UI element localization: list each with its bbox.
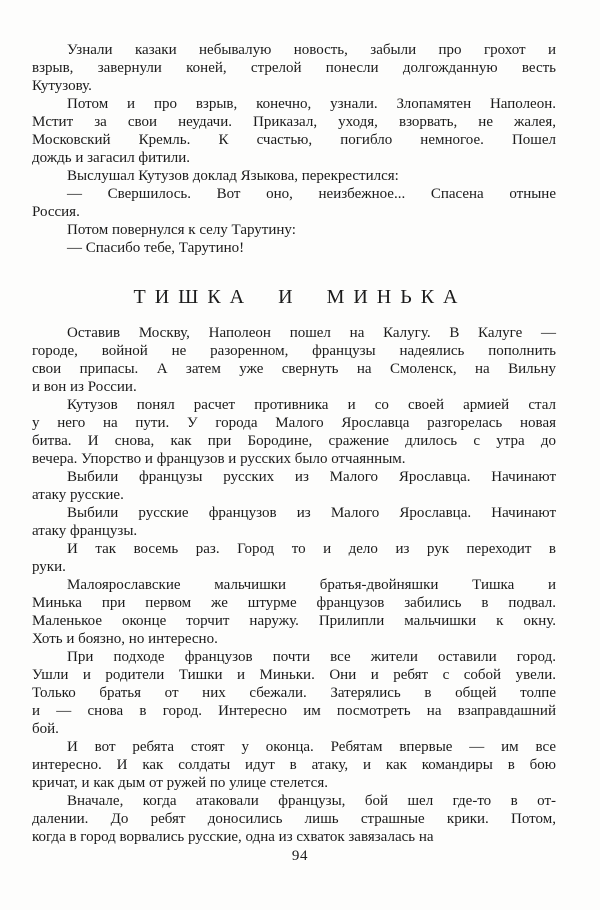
- paragraph: [32, 468, 556, 504]
- paragraph: [32, 396, 556, 468]
- text-line: И так восемь раз. Город то и дело из рук переходит в: [67, 541, 556, 557]
- paragraph: [32, 648, 556, 738]
- text-line: и — снова в город. Интересно им посмотреть на взаправдашний: [32, 703, 556, 719]
- text-line: Выслушал Кутузов доклад Языкова, перекрестился:: [67, 168, 399, 184]
- text-line: Маленькое оконце торчит наружу. Прилипли мальчишки к окну.: [32, 613, 556, 629]
- paragraph: [32, 738, 556, 792]
- text-line: И вот ребята стоят у оконца. Ребятам впервые — им все: [67, 739, 556, 755]
- paragraph: [32, 792, 556, 846]
- text-line: вечера. Упорство и французов и русских было отчаянным.: [32, 451, 406, 467]
- text-line: Вначале, когда атаковали французы, бой шел где-то в от-: [67, 793, 556, 809]
- text-line: Россия.: [32, 204, 80, 220]
- text-section-after-heading: [32, 324, 556, 846]
- text-line: далении. До ребят доносились лишь страшные крики. Потом,: [32, 811, 556, 827]
- text-line: Ушли и родители Тишки и Миньки. Они и ребят с собой увели.: [32, 667, 556, 683]
- page-number: 94: [291, 848, 309, 864]
- text-line: Кутузову.: [32, 78, 92, 94]
- paragraph: [32, 221, 556, 239]
- text-line: Только братья от них сбежали. Затерялись в общей толпе: [32, 685, 556, 701]
- text-line: городе, войной не разоренном, французы надеялись пополнить: [32, 343, 556, 359]
- text-line: — Свершилось. Вот оно, неизбежное... Спасена отныне: [67, 186, 556, 202]
- text-line: атаку французы.: [32, 523, 138, 539]
- text-line: кричат, и как дым от ружей по улице стелется.: [32, 775, 328, 791]
- text-section-before-heading: [32, 41, 556, 257]
- text-line: Мстит за свои неудачи. Приказал, уходя, взорвать, не жалея,: [32, 114, 556, 130]
- text-line: у него на пути. У города Малого Ярославца разгорелась новая: [32, 415, 556, 431]
- text-line: бой.: [32, 721, 59, 737]
- paragraph: [32, 576, 556, 648]
- paragraph: [32, 324, 556, 396]
- paragraph: [32, 41, 556, 95]
- chapter-heading: ТИШКА И МИНЬКА: [133, 286, 467, 308]
- text-line: Кутузов понял расчет противника и со своей армией стал: [67, 397, 556, 413]
- text-line: Потом и про взрыв, конечно, узнали. Злопамятен Наполеон.: [67, 96, 556, 112]
- text-line: Потом повернулся к селу Тарутину:: [67, 222, 296, 238]
- text-line: свои припасы. А затем уже свернуть на Смоленск, на Вильну: [32, 361, 556, 377]
- paragraph: [32, 504, 556, 540]
- paragraph: [32, 95, 556, 167]
- text-line: руки.: [32, 559, 66, 575]
- text-line: При подходе французов почти все жители оставили город.: [67, 649, 556, 665]
- text-line: — Спасибо тебе, Тарутино!: [67, 240, 245, 256]
- paragraph: [32, 167, 556, 185]
- text-line: когда в город ворвались русские, одна из схваток завязалась на: [32, 829, 434, 845]
- text-line: Московский Кремль. К счастью, погибло немногое. Пошел: [32, 132, 556, 148]
- text-line: Малоярославские мальчишки братья-двойняшки Тишка и: [67, 577, 556, 593]
- text-line: Минька при первом же штурме французов забились в подвал.: [32, 595, 556, 611]
- text-line: и вон из России.: [32, 379, 137, 395]
- text-line: дождь и загасил фитили.: [32, 150, 191, 166]
- text-line: интересно. И как солдаты идут в атаку, и как командиры в бою: [32, 757, 556, 773]
- text-line: Выбили русские французов из Малого Ярославца. Начинают: [67, 505, 556, 521]
- paragraph: [32, 540, 556, 576]
- paragraph: [32, 185, 556, 221]
- text-line: атаку русские.: [32, 487, 124, 503]
- text-line: взрыв, завернули коней, стрелой понесли долгожданную весть: [32, 60, 556, 76]
- text-line: Выбили французы русских из Малого Ярославца. Начинают: [67, 469, 556, 485]
- text-line: Узнали казаки небывалую новость, забыли про грохот и: [67, 42, 556, 58]
- text-line: Оставив Москву, Наполеон пошел на Калугу. В Калуге —: [67, 325, 556, 341]
- text-line: Хоть и боязно, но интересно.: [32, 631, 218, 647]
- paragraph: [32, 239, 556, 257]
- text-line: битва. И снова, как при Бородине, сражение длилось с утра до: [32, 433, 556, 449]
